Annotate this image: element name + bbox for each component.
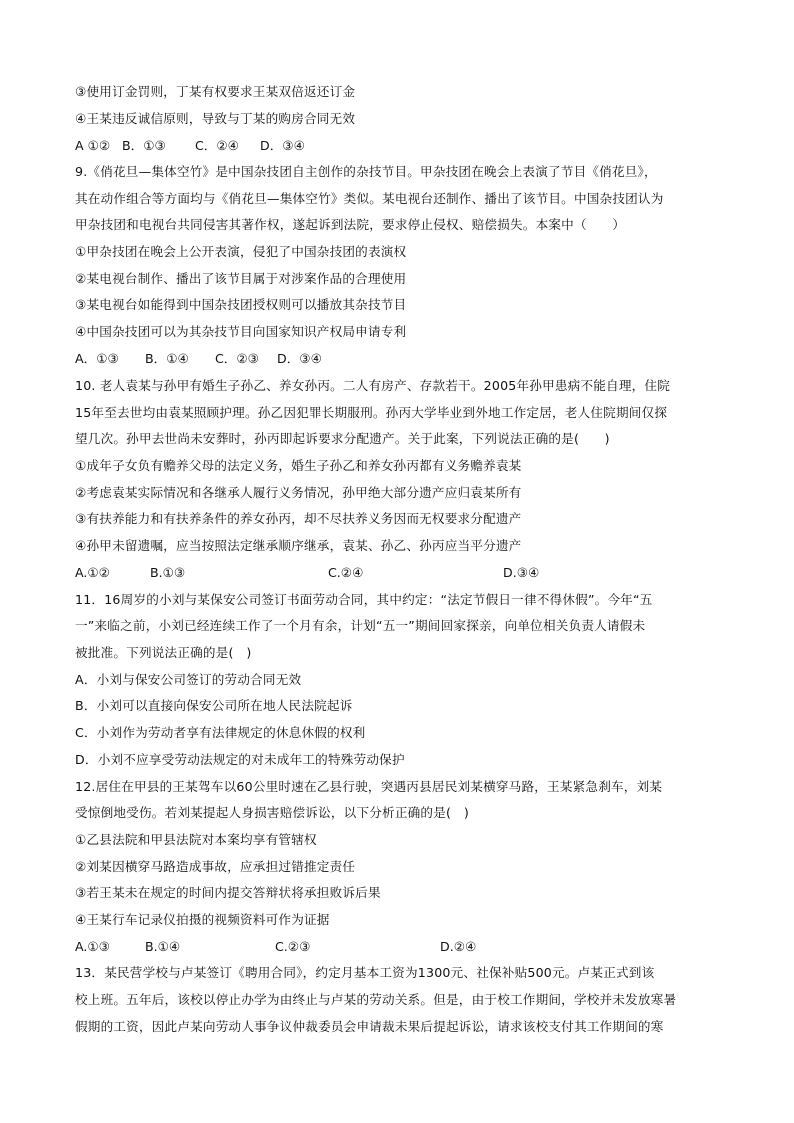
- q10-item-3: ③有扶养能力和有扶养条件的养女孙丙，却不尽扶养义务因而无权要求分配遗产: [75, 511, 522, 526]
- q9-stem-line-2: 其在动作组合等方面均与《俏花旦—集体空竹》类似。某电视台还制作、播出了该节目。中国杂技团认为: [75, 191, 664, 206]
- q9-stem-line-1: 9.《俏花旦—集体空竹》是中国杂技团自主创作的杂技节目。甲杂技团在晚会上表演了节目《俏花旦》，: [75, 164, 657, 179]
- q12-item-1: ①乙县法院和甲县法院对本案均享有管辖权: [75, 832, 317, 847]
- q9-item-2: ②某电视台制作、播出了该节目属于对涉案作品的合理使用: [75, 271, 407, 286]
- q11-choice-b: B．小刘可以直接向保安公司所在地人民法院起诉: [75, 698, 353, 713]
- q12-item-4: ④王某行车记录仪拍摄的视频资料可作为证据: [75, 912, 330, 927]
- q11-choice-a: A．小刘与保安公司签订的劳动合同无效: [75, 672, 302, 687]
- q9-option-a: A．①③: [75, 351, 119, 366]
- q10-stem-line-2: 15年至去世均由袁某照顾护理。孙乙因犯罪长期服刑。孙丙大学毕业到外地工作定居，老人住院期间仅探: [75, 405, 668, 420]
- q10-options: [75, 564, 595, 582]
- q8-option-c: C．②④: [195, 138, 239, 153]
- q11-choice-c: C．小刘作为劳动者享有法律规定的休息休假的权利: [75, 725, 366, 740]
- q12-stem-line-2: 受惊倒地受伤。若刘某提起人身损害赔偿诉讼，以下分析正确的是( ): [75, 805, 470, 820]
- q9-stem-line-3: 甲杂技团和电视台共同侵害其著作权，遂起诉到法院，要求停止侵权、赔偿损失。本案中（ ）: [75, 217, 626, 232]
- q8-options: [75, 137, 395, 155]
- q8-item-3: ③使用订金罚则，丁某有权要求王某双倍返还订金: [75, 84, 356, 99]
- q13-stem-line-1: 13．某民营学校与卢某签订《聘用合同》，约定月基本工资为1300元、社保补贴500元。卢某正式到该: [75, 965, 655, 980]
- q10-option-a: A.①②: [75, 565, 110, 580]
- q10-stem-line-3: 望几次。孙甲去世尚未安葬时，孙丙即起诉要求分配遗产。关于此案，下列说法正确的是( ): [75, 431, 610, 446]
- q9-item-3: ③某电视台如能得到中国杂技团授权则可以播放其杂技节目: [75, 297, 407, 312]
- q8-item-4: ④王某违反诚信原则，导致与丁某的购房合同无效: [75, 111, 356, 126]
- q12-item-3: ③若王某未在规定的时间内提交答辩状将承担败诉后果: [75, 885, 381, 900]
- q12-item-2: ②刘某因横穿马路造成事故，应承担过错推定责任: [75, 859, 356, 874]
- q10-item-2: ②考虑袁某实际情况和各继承人履行义务情况，孙甲绝大部分遗产应归袁某所有: [75, 485, 522, 500]
- q9-options: [75, 350, 395, 368]
- q9-item-1: ①甲杂技团在晚会上公开表演，侵犯了中国杂技团的表演权: [75, 244, 407, 259]
- q11-stem-line-1: 11．16周岁的小刘与某保安公司签订书面劳动合同，其中约定：“法定节假日一律不得休假”。今年“五: [75, 592, 653, 607]
- q12-options: [75, 938, 515, 956]
- q13-stem-line-2: 校上班。五年后，该校以停止办学为由终止与卢某的劳动关系。但是，由于校工作期间，学校并未发放寒暑: [75, 992, 677, 1007]
- q12-option-d: D.②④: [440, 939, 477, 954]
- q9-option-d: D．③④: [277, 351, 322, 366]
- q10-option-c: C.②④: [328, 565, 364, 580]
- q12-stem-line-1: 12.居住在甲县的王某驾车以60公里时速在乙县行驶，突遇丙县居民刘某横穿马路，王某紧急刹车，刘某: [75, 779, 663, 794]
- q9-option-c: C．②③: [215, 351, 259, 366]
- q9-item-4: ④中国杂技团可以为其杂技节目向国家知识产权局申请专利: [75, 324, 407, 339]
- q8-option-a: A ①②: [75, 138, 111, 153]
- q8-option-d: D．③④: [260, 138, 305, 153]
- q10-item-4: ④孙甲未留遗嘱，应当按照法定继承顺序继承，袁某、孙乙、孙丙应当平分遗产: [75, 538, 522, 553]
- q13-stem-line-3: 假期的工资，因此卢某向劳动人事争议仲裁委员会申请裁未果后提起诉讼，请求该校支付其工作期间的寒: [75, 1019, 664, 1034]
- q12-option-c: C.②③: [275, 939, 311, 954]
- q10-option-b: B.①③: [150, 565, 186, 580]
- q11-stem-line-2: 一”来临之前，小刘已经连续工作了一个月有余，计划“五一”期间回家探亲，向单位相关负责人请假未: [75, 618, 646, 633]
- q11-stem-line-3: 被批准。下列说法正确的是( ): [75, 645, 252, 660]
- q12-option-b: B.①④: [145, 939, 181, 954]
- q11-choice-d: D．小刘不应享受劳动法规定的对未成年工的特殊劳动保护: [75, 752, 405, 767]
- q9-option-b: B．①④: [145, 351, 189, 366]
- q10-option-d: D.③④: [503, 565, 540, 580]
- q10-stem-line-1: 10. 老人袁某与孙甲有婚生子孙乙、养女孙丙。二人有房产、存款若干。2005年孙甲患病不能自理，住院: [75, 378, 671, 393]
- q10-item-1: ①成年子女负有赡养父母的法定义务，婚生子孙乙和养女孙丙都有义务赡养袁某: [75, 458, 522, 473]
- q8-option-b: B．①③: [122, 138, 166, 153]
- q12-option-a: A.①③: [75, 939, 110, 954]
